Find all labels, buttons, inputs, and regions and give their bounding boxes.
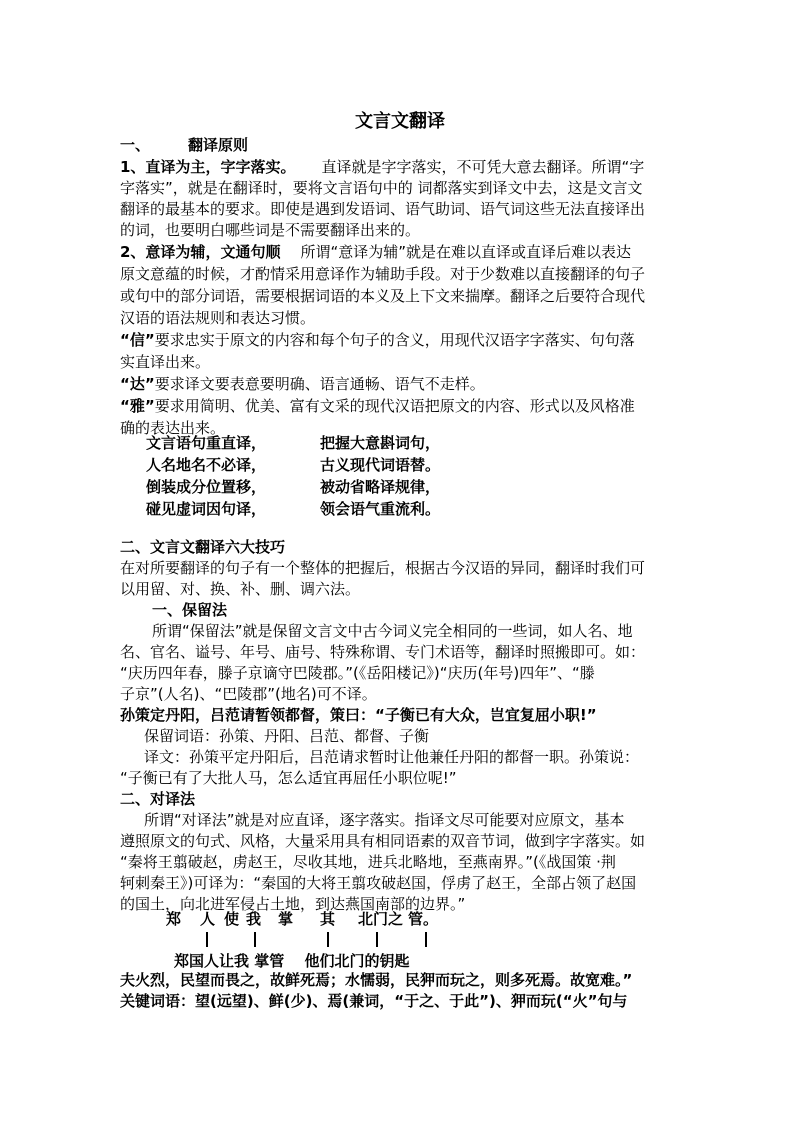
map-orig-word: 我: [246, 910, 262, 928]
verse-row-3-left: 倒装成分位置移，: [146, 478, 267, 496]
da-line: [120, 374, 485, 395]
ya-keyword: “雅”: [120, 397, 155, 415]
example2-text: 夫火烈，民望而畏之，故鲜死焉；水懦弱，民狎而玩之，则多死焉。故宽难。”: [120, 971, 633, 989]
example1-text: 孙策定丹阳，吕范请暂领都督，策曰：“子衡已有大众，岂宜复屈小职!”: [120, 706, 597, 724]
example1-translation-line2: “子衡已有了大批人马，怎么适宜再屈任小职位呢!”: [120, 769, 457, 787]
para1-line4: 的词，也要明白哪些词是不需要翻译出来的。: [120, 221, 421, 239]
para1-heading: 1、直译为主，字字落实。: [120, 158, 296, 176]
method1-line1: 所谓“保留法”就是保留文言文中古今词义完全相同的一些词，如人名、地: [152, 622, 633, 640]
ya-line2: 确的表达出来。: [120, 419, 226, 437]
method1-heading: 一、保留法: [152, 601, 228, 619]
example1-keep-words: 保留词语：孙策、丹阳、吕范、都督、子衡: [144, 727, 430, 745]
method2-heading: 二、对译法: [120, 790, 196, 808]
example2-keywords-text: 关键词语：望(远望)、鲜(少)、焉(兼词，“于之、于此”)、狎而玩(“火”句与: [120, 992, 628, 1010]
page-title: 文言文翻译: [355, 111, 445, 132]
map-connector: [425, 932, 427, 947]
map-orig-word: 人: [200, 910, 216, 928]
para1-line1: [120, 157, 644, 178]
verse-row-3-right: 被动省略译规律，: [320, 478, 441, 496]
map-orig-word: 使: [224, 910, 240, 928]
xin-line2: 实直译出来。: [120, 353, 211, 371]
section1-number: 一、: [120, 136, 151, 154]
map-connector: [376, 932, 378, 947]
para1-line2: 字落实”，就是在翻译时，要将文言语句中的 词都落实到译文中去，这是文言文: [120, 179, 643, 197]
method1-line4: 子京”(人名)、“巴陵郡”(地名)可不译。: [120, 685, 377, 703]
method2-line2: 遵照原文的句式、风格，大量采用具有相同语素的双音节词，做到字字落实。如: [120, 832, 646, 850]
map-connector: [327, 932, 329, 947]
map-orig-word: 掌: [278, 910, 294, 928]
verse-row-2-right: 古义现代词语替。: [320, 456, 441, 474]
method2-line1: 所谓“对译法”就是对应直译，逐字落实。指译文尽可能要对应原文，基本: [144, 811, 625, 829]
verse-row-4-right: 领会语气重流利。: [320, 500, 441, 518]
verse-row-1-right: 把握大意斟词句，: [320, 434, 441, 452]
map-connector: [254, 932, 256, 947]
section2-intro-line2: 以用留、对、换、补、删、调六法。: [120, 580, 361, 598]
xin-text: 要求忠实于原文的内容和每个句子的含义，用现代汉语字字落实、句句落: [154, 331, 635, 349]
verse-row-1-left: 文言语句重直译，: [146, 434, 267, 452]
map-orig-word: 北门之: [358, 910, 404, 928]
para2-text: 所谓“意译为辅”就是在难以直译或直译后难以表达: [300, 243, 631, 261]
map-orig-word: 郑: [166, 910, 182, 928]
verse-row-4-left: 碰见虚词因句译，: [146, 500, 267, 518]
para2-line1: [120, 242, 631, 263]
para2-line2: 原文意蕴的时候，才酌情采用意译作为辅助手段。对于少数难以直接翻译的句子: [120, 265, 646, 283]
method2-line4: 轲刺秦王》)可译为：“秦国的大将王翦攻破赵国，俘虏了赵王，全部占领了赵国: [120, 874, 637, 892]
example2-keywords: [120, 991, 627, 1012]
da-keyword: “达”: [120, 375, 155, 393]
map-translation: 郑国人让我 掌管 他们北门的钥匙: [174, 952, 410, 970]
section1-heading: [120, 135, 248, 156]
section2-intro-line1: 在对所要翻译的句子有一个整体的把握后，根据古今汉语的异同，翻译时我们可: [120, 559, 646, 577]
para2-line3: 或句中的部分词语，需要根据词语的本义及上下文来揣摩。翻译之后要符合现代: [120, 287, 646, 305]
map-orig-word: 其: [320, 910, 336, 928]
map-connector: [206, 932, 208, 947]
method1-line3: “庆历四年春，滕子京谪守巴陵郡。”(《岳阳楼记》)“庆历(年号)四年”、“滕: [120, 664, 595, 682]
method2-line5: 的国土，向北进军侵占土地，到达燕国南部的边界。”: [120, 895, 466, 913]
verse-row-2-left: 人名地名不必译，: [146, 456, 267, 474]
ya-line1: [120, 396, 635, 417]
para1-line3: 翻译的最基本的要求。即使是遇到发语词、语气助词、语气词这些无法直接译出: [120, 200, 646, 218]
ya-text: 要求用简明、优美、富有文采的现代汉语把原文的内容、形式以及风格准: [154, 397, 635, 415]
map-orig-word: 管。: [408, 910, 439, 928]
para2-line4: 汉语的语法规则和表达习惯。: [120, 309, 316, 327]
xin-keyword: “信”: [120, 331, 155, 349]
method1-line2: 名、官名、谥号、年号、庙号、特殊称谓、专门术语等，翻译时照搬即可。如：: [120, 643, 646, 661]
method2-line3: “秦将王翦破赵，虏赵王，尽收其地，进兵北略地，至燕南界。”(《战国策 ·荆: [120, 853, 616, 871]
xin-line1: [120, 330, 635, 351]
da-text: 要求译文要表意要明确、语言通畅、语气不走样。: [154, 375, 485, 393]
section2-heading: 二、文言文翻译六大技巧: [120, 538, 286, 556]
para1-text: 直译就是字字落实，不可凭大意去翻译。所谓“字: [321, 158, 645, 176]
para2-heading: 2、意译为辅，文通句顺: [120, 243, 281, 261]
section1-title: 翻译原则: [188, 136, 249, 154]
example1-translation-line1: 译文：孙策平定丹阳后，吕范请求暂时让他兼任丹阳的都督一职。孙策说：: [144, 748, 640, 766]
